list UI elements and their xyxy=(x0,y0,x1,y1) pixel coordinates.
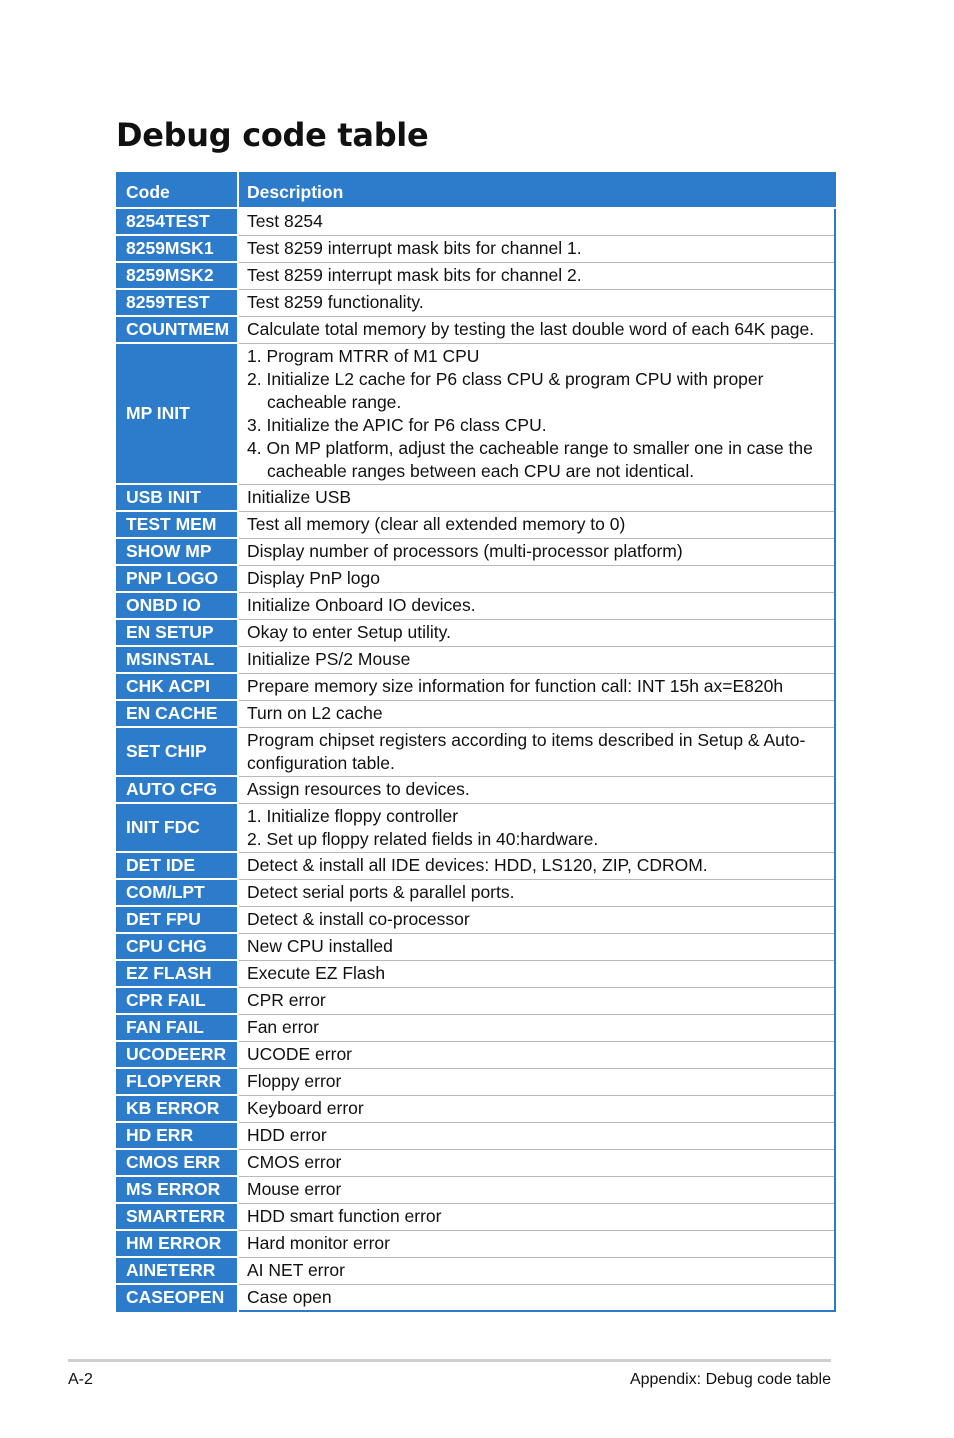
debug-code-cell: PNP LOGO xyxy=(117,565,238,592)
description-line: Calculate total memory by testing the last double word of each 64K page. xyxy=(247,319,815,339)
description-line: Detect & install co-processor xyxy=(247,909,470,929)
table-row xyxy=(117,1203,835,1230)
description-cell xyxy=(238,1284,835,1311)
description-line: Detect serial ports & parallel ports. xyxy=(247,882,515,902)
debug-code-table xyxy=(116,172,836,1312)
description-line: Test 8259 interrupt mask bits for channel 1. xyxy=(247,238,582,258)
table-row xyxy=(117,316,835,343)
description-cell xyxy=(238,1176,835,1203)
description-line: HDD error xyxy=(247,1125,327,1145)
description-line: Case open xyxy=(247,1286,332,1307)
table-row xyxy=(117,1095,835,1122)
debug-code-cell: 8259TEST xyxy=(117,289,238,316)
description-line: Keyboard error xyxy=(247,1098,364,1118)
description-line: 1. Program MTRR of M1 CPU xyxy=(247,345,480,366)
description-cell xyxy=(238,511,835,538)
description-line: Mouse error xyxy=(247,1179,342,1199)
debug-code-cell: USB INIT xyxy=(117,484,238,511)
debug-code-cell: HD ERR xyxy=(117,1122,238,1149)
table-row xyxy=(117,511,835,538)
description-cell xyxy=(238,700,835,727)
table-body xyxy=(117,208,835,1311)
description-line: Test 8254 xyxy=(247,211,323,232)
debug-code-cell: TEST MEM xyxy=(117,511,238,538)
description-line: 2. Set up floppy related fields in 40:hardware. xyxy=(247,828,599,849)
debug-code-cell: UCODEERR xyxy=(117,1041,238,1068)
description-line: Hard monitor error xyxy=(247,1233,390,1253)
debug-code-cell: MS ERROR xyxy=(117,1176,238,1203)
debug-code-cell: CASEOPEN xyxy=(117,1284,238,1311)
debug-code-cell: FAN FAIL xyxy=(117,1014,238,1041)
description-line: Fan error xyxy=(247,1017,319,1037)
table-row xyxy=(117,565,835,592)
description-cell xyxy=(238,646,835,673)
description-cell xyxy=(238,1014,835,1041)
description-cell xyxy=(238,1095,835,1122)
table-row xyxy=(117,852,835,879)
description-cell xyxy=(238,1122,835,1149)
description-cell xyxy=(238,208,835,235)
description-line: Initialize USB xyxy=(247,487,352,507)
table-row xyxy=(117,960,835,987)
debug-code-cell: CHK ACPI xyxy=(117,673,238,700)
description-cell xyxy=(238,879,835,906)
debug-code-cell: COM/LPT xyxy=(117,879,238,906)
description-cell xyxy=(238,538,835,565)
debug-code-cell: EN SETUP xyxy=(117,619,238,646)
description-line: Test all memory (clear all extended memory to 0) xyxy=(247,514,626,534)
footer-divider xyxy=(68,1359,831,1362)
table-row xyxy=(117,727,835,776)
table-row xyxy=(117,262,835,289)
debug-code-cell: DET FPU xyxy=(117,906,238,933)
description-cell xyxy=(238,262,835,289)
description-line: 3. Initialize the APIC for P6 class CPU. xyxy=(247,414,547,435)
debug-code-cell: 8259MSK2 xyxy=(117,262,238,289)
description-line: Initialize Onboard IO devices. xyxy=(247,595,476,615)
debug-code-cell: SHOW MP xyxy=(117,538,238,565)
description-line: 1. Initialize floppy controller xyxy=(247,805,459,826)
table-row xyxy=(117,1230,835,1257)
column-header-description: Description xyxy=(238,173,835,208)
table-row xyxy=(117,776,835,803)
debug-code-cell: MSINSTAL xyxy=(117,646,238,673)
description-cell xyxy=(238,803,835,852)
table-row xyxy=(117,343,835,484)
debug-code-cell: CMOS ERR xyxy=(117,1149,238,1176)
description-cell xyxy=(238,565,835,592)
description-line: Display number of processors (multi-processor platform) xyxy=(247,541,683,561)
debug-code-cell: AUTO CFG xyxy=(117,776,238,803)
debug-code-cell: SMARTERR xyxy=(117,1203,238,1230)
debug-code-cell: AINETERR xyxy=(117,1257,238,1284)
table-header-row xyxy=(117,173,835,208)
description-cell xyxy=(238,1068,835,1095)
debug-code-cell: COUNTMEM xyxy=(117,316,238,343)
debug-code-cell: KB ERROR xyxy=(117,1095,238,1122)
description-line: 2. Initialize L2 cache for P6 class CPU & program CPU with proper cacheable range. xyxy=(247,368,764,412)
description-line: CMOS error xyxy=(247,1152,342,1172)
description-cell xyxy=(238,1041,835,1068)
description-line: Initialize PS/2 Mouse xyxy=(247,649,411,669)
description-cell xyxy=(238,673,835,700)
description-line: AI NET error xyxy=(247,1260,345,1280)
description-line: Okay to enter Setup utility. xyxy=(247,622,451,642)
description-line: UCODE error xyxy=(247,1044,353,1064)
debug-code-cell: MP INIT xyxy=(117,343,238,484)
debug-code-cell: ONBD IO xyxy=(117,592,238,619)
running-footer: Appendix: Debug code table xyxy=(629,1371,831,1388)
description-line: Test 8259 functionality. xyxy=(247,292,424,312)
description-cell xyxy=(238,592,835,619)
description-cell xyxy=(238,906,835,933)
description-cell xyxy=(238,960,835,987)
description-line: Test 8259 interrupt mask bits for channel 2. xyxy=(247,265,582,285)
description-line: Detect & install all IDE devices: HDD, LS120, ZIP, CDROM. xyxy=(247,855,708,875)
debug-code-cell: EN CACHE xyxy=(117,700,238,727)
table-row xyxy=(117,906,835,933)
table-row xyxy=(117,987,835,1014)
table-row xyxy=(117,1176,835,1203)
description-cell xyxy=(238,1149,835,1176)
table-row xyxy=(117,1284,835,1311)
table-row xyxy=(117,1068,835,1095)
table-row xyxy=(117,592,835,619)
debug-code-cell: CPU CHG xyxy=(117,933,238,960)
debug-code-cell: 8254TEST xyxy=(117,208,238,235)
description-cell xyxy=(238,343,835,484)
debug-code-cell: SET CHIP xyxy=(117,727,238,776)
table-row xyxy=(117,208,835,235)
table-row xyxy=(117,289,835,316)
debug-code-cell: 8259MSK1 xyxy=(117,235,238,262)
description-cell xyxy=(238,776,835,803)
description-line: New CPU installed xyxy=(247,936,393,956)
debug-code-cell: CPR FAIL xyxy=(117,987,238,1014)
table-row xyxy=(117,1257,835,1284)
description-cell xyxy=(238,1257,835,1284)
description-cell xyxy=(238,619,835,646)
debug-code-cell: EZ FLASH xyxy=(117,960,238,987)
table-row xyxy=(117,1014,835,1041)
description-cell xyxy=(238,727,835,776)
table-row xyxy=(117,1041,835,1068)
table-row xyxy=(117,1122,835,1149)
table-row xyxy=(117,1149,835,1176)
description-line: 4. On MP platform, adjust the cacheable range to smaller one in case the cacheable ranges between each CPU are not identical. xyxy=(247,437,813,481)
description-line: Prepare memory size information for function call: INT 15h ax=E820h xyxy=(247,676,784,696)
table-row xyxy=(117,803,835,852)
column-header-code: Code xyxy=(117,173,238,208)
description-cell xyxy=(238,289,835,316)
description-cell xyxy=(238,484,835,511)
page-title: Debug code table xyxy=(116,116,429,154)
description-cell xyxy=(238,316,835,343)
table-row xyxy=(117,484,835,511)
description-line: Program chipset registers according to items described in Setup & Auto-configuration table. xyxy=(247,729,806,773)
table-row xyxy=(117,619,835,646)
description-cell xyxy=(238,933,835,960)
table-row xyxy=(117,646,835,673)
description-cell xyxy=(238,1230,835,1257)
description-cell xyxy=(238,852,835,879)
debug-code-cell: HM ERROR xyxy=(117,1230,238,1257)
page-number: A-2 xyxy=(68,1371,93,1388)
debug-code-cell: INIT FDC xyxy=(117,803,238,852)
table-row xyxy=(117,235,835,262)
debug-code-cell: FLOPYERR xyxy=(117,1068,238,1095)
description-line: Display PnP logo xyxy=(247,568,380,588)
description-line: Assign resources to devices. xyxy=(247,779,470,799)
description-line: HDD smart function error xyxy=(247,1206,442,1226)
table-row xyxy=(117,673,835,700)
table-row xyxy=(117,538,835,565)
description-line: CPR error xyxy=(247,990,326,1010)
description-cell xyxy=(238,987,835,1014)
description-cell xyxy=(238,235,835,262)
table-row xyxy=(117,879,835,906)
table-row xyxy=(117,700,835,727)
debug-code-cell: DET IDE xyxy=(117,852,238,879)
description-cell xyxy=(238,1203,835,1230)
table-row xyxy=(117,933,835,960)
description-line: Execute EZ Flash xyxy=(247,963,386,983)
description-line: Turn on L2 cache xyxy=(247,703,383,723)
description-line: Floppy error xyxy=(247,1071,342,1091)
